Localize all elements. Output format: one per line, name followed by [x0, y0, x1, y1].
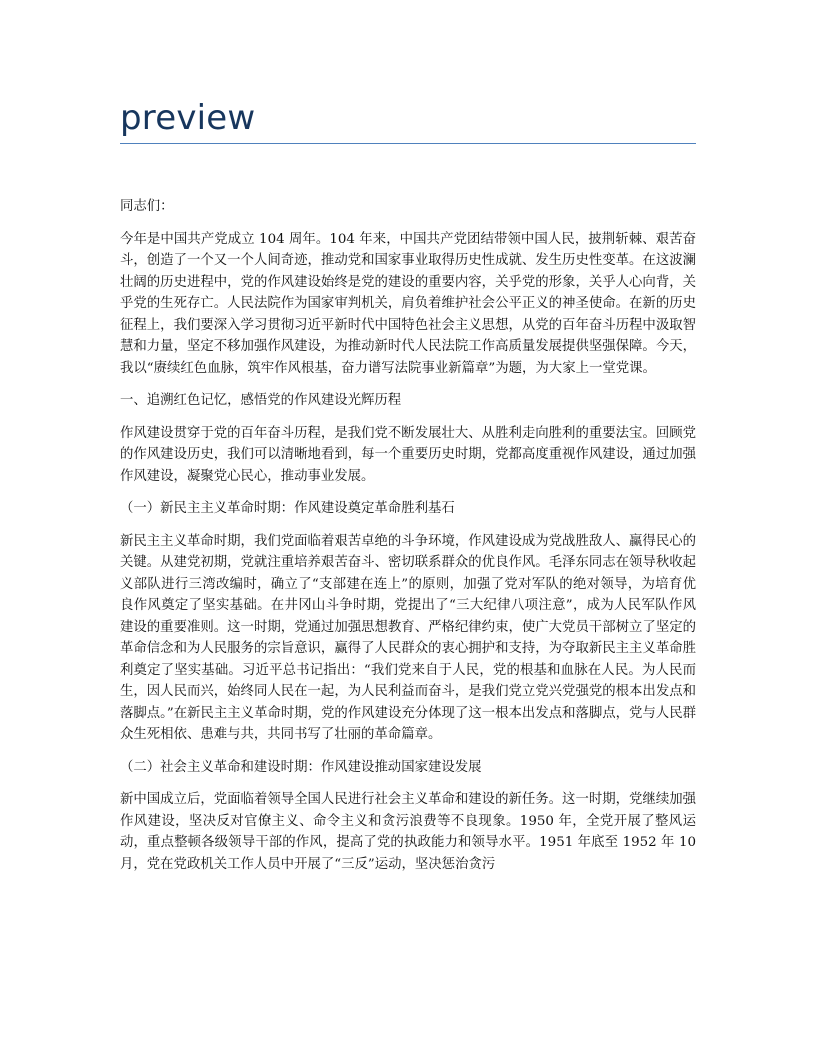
salutation: 同志们： [120, 199, 174, 214]
title-underline [120, 143, 696, 144]
document-title: preview [120, 98, 256, 138]
body-paragraph: 作风建设贯穿于党的百年奋斗历程，是我们党不断发展壮大、从胜利走向胜利的重要法宝。回顾党的作风建设历史，我们可以清晰地看到，每一个重要历史时期，党都高度重视作风建设，通过加强作风建设，凝聚党心民心，推动事业发展。 [120, 425, 696, 484]
body-paragraph: 新民主主义革命时期，我们党面临着艰苦卓绝的斗争环境，作风建设成为党战胜敌人、赢得民心的关键。从建党初期，党就注重培养艰苦奋斗、密切联系群众的优良作风。毛泽东同志在领导秋收起义部队进行三湾改编时，确立了“支部建在连上”的原则，加强了党对军队的绝对领导，为培育优良作风奠定了坚实基础。在井冈山斗争时期，党提出了“三大纪律八项注意”，成为人民军队作风建设的重要准则。这一时期，党通过加强思想教育、严格纪律约束，使广大党员干部树立了坚定的革命信念和为人民服务的宗旨意识，赢得了人民群众的衷心拥护和支持，为夺取新民主主义革命胜利奠定了坚实基础。习近平总书记指出：“我们党来自于人民，党的根基和血脉在人民。为人民而生，因人民而兴，始终同人民在一起，为人民利益而奋斗，是我们党立党兴党强党的根本出发点和落脚点。”在新民主主义革命时期，党的作风建设充分体现了这一根本出发点和落脚点，党与人民群众生死相依、患难与共，共同书写了壮丽的革命篇章。 [120, 533, 696, 742]
subsection-heading-1: （一）新民主主义革命时期：作风建设奠定革命胜利基石 [120, 501, 455, 516]
subsection-heading-2: （二）社会主义革命和建设时期：作风建设推动国家建设发展 [120, 759, 482, 775]
document-body [120, 196, 696, 886]
intro-paragraph: 今年是中国共产党成立 104 周年。104 年来，中国共产党团结带领中国人民，披荆斩棘、艰苦奋斗，创造了一个又一个人间奇迹，推动党和国家事业取得历史性成就、发生历史性变革。在这波澜壮阔的历史进程中，党的作风建设始终是党的建设的重要内容，关乎党的形象，关乎人心向背，关乎党的生死存亡。人民法院作为国家审判机关，肩负着维护社会公平正义的神圣使命。在新的历史征程上，我们要深入学习贯彻习近平新时代中国特色社会主义思想，从党的百年奋斗历程中汲取智慧和力量，坚定不移加强作风建设，为推动新时代人民法院工作高质量发展提供坚强保障。今天，我以“赓续红色血脉，筑牢作风根基，奋力谱写法院事业新篇章”为题，为大家上一堂党课。 [120, 231, 696, 376]
body-paragraph: 新中国成立后，党面临着领导全国人民进行社会主义革命和建设的新任务。这一时期，党继续加强作风建设，坚决反对官僚主义、命令主义和贪污浪费等不良现象。1950 年，全党开展了整风运动，重点整顿各级领导干部的作风，提高了党的执政能力和领导水平。1951 年底至 1952 年 10 月，党在党政机关工作人员中开展了“三反”运动，坚决惩治贪污 [120, 792, 696, 872]
section-heading-1: 一、追溯红色记忆，感悟党的作风建设光辉历程 [120, 393, 402, 408]
